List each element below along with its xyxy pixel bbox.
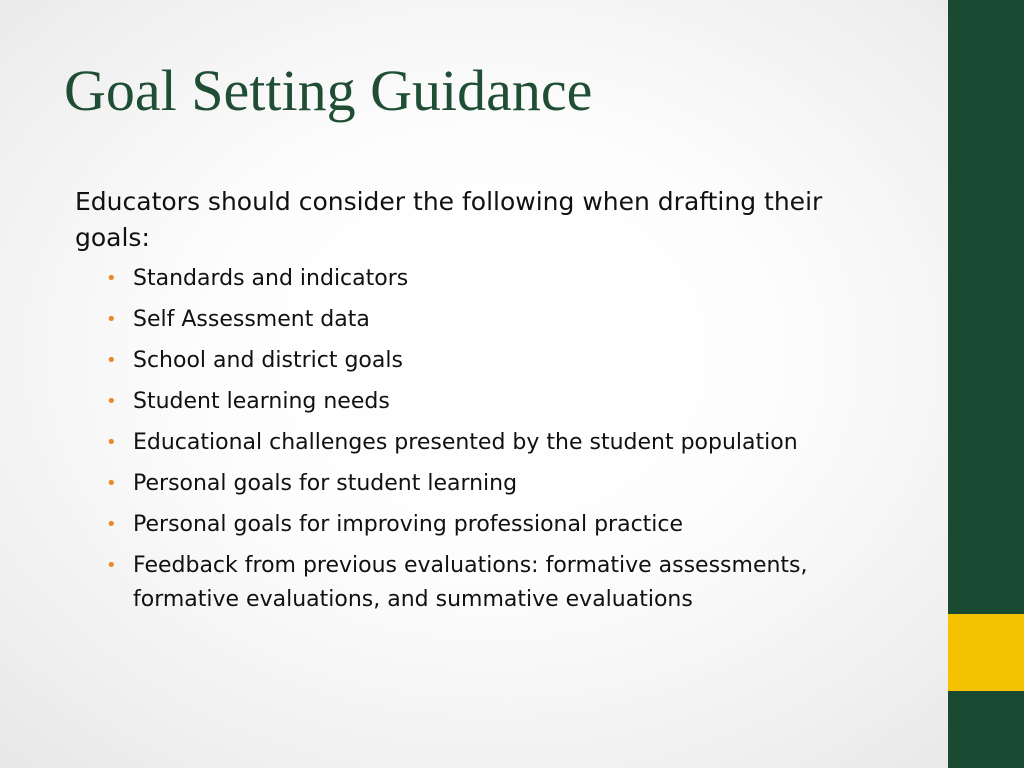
bullet-icon: • [106, 309, 117, 330]
list-item [106, 385, 913, 419]
bullet-icon: • [106, 432, 117, 453]
bullet-list [75, 262, 913, 617]
slide-body [75, 184, 875, 617]
list-item-text: Personal goals for student learning [133, 471, 518, 496]
list-item-text: Personal goals for improving professional practice [133, 512, 684, 537]
list-item [106, 262, 913, 296]
list-item [106, 508, 913, 542]
bullet-icon: • [106, 555, 117, 576]
bullet-icon: • [106, 391, 117, 412]
bullet-icon: • [106, 350, 117, 371]
intro-text: Educators should consider the following when drafting their goals: [75, 187, 823, 252]
bullet-icon: • [106, 514, 117, 535]
list-item-text: Standards and indicators [133, 266, 409, 291]
list-item-text: School and district goals [133, 348, 403, 373]
list-item [106, 549, 913, 617]
slide-title: Goal Setting Guidance [64, 58, 593, 123]
list-item-text: Student learning needs [133, 389, 390, 414]
list-item-text: Feedback from previous evaluations: formative assessments, formative evaluations, and summative evaluations [133, 553, 808, 612]
list-item [106, 344, 913, 378]
list-item-text: Self Assessment data [133, 307, 370, 332]
list-item [106, 467, 913, 501]
list-item [106, 303, 913, 337]
list-item-text: Educational challenges presented by the student population [133, 430, 798, 455]
bullet-icon: • [106, 473, 117, 494]
bullet-icon: • [106, 268, 117, 289]
side-bar-accent [948, 614, 1024, 691]
list-item [106, 426, 913, 460]
